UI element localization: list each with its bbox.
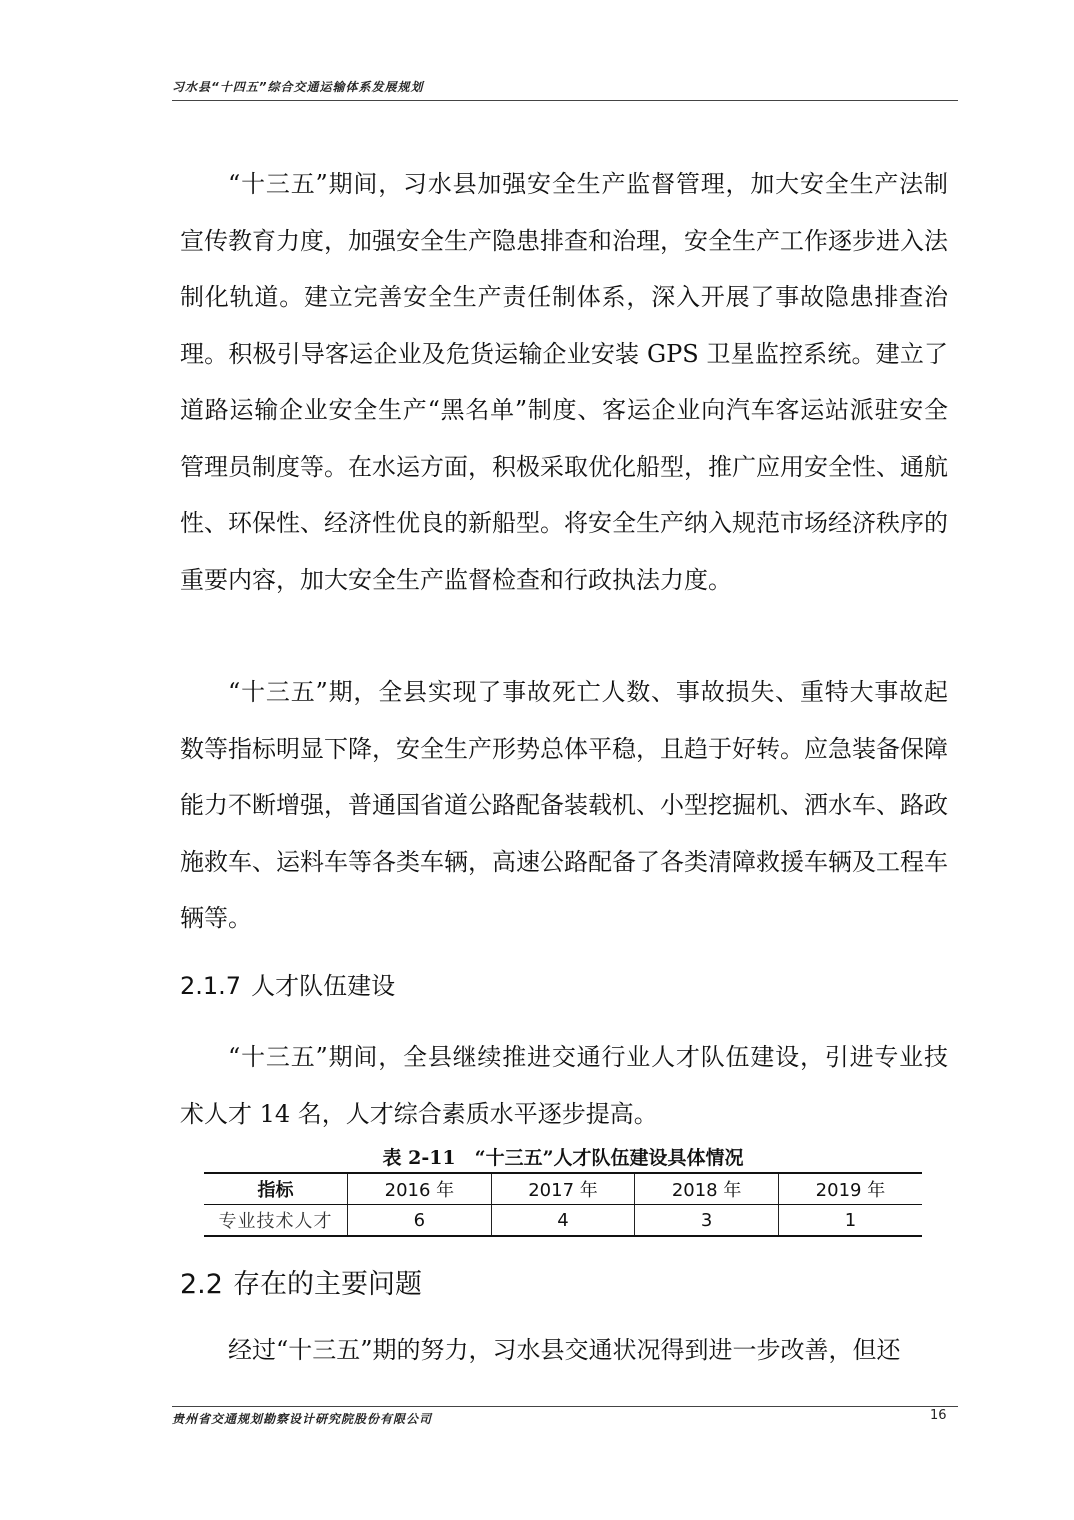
table-cell: 1 [778, 1205, 922, 1237]
section-number: 2.1.7 [180, 972, 242, 1000]
table-header-cell: 2017 年 [491, 1173, 635, 1205]
paragraph-safety-results: “十三五”期，全县实现了事故死亡人数、事故损失、重特大事故起数等指标明显下降，安全生产形势总体平稳，且趋于好转。应急装备保障能力不断增强，普通国省道公路配备装载机、小型挖掘机、洒水车、路政施救车、运料车等各类车辆，高速公路配备了各类清障救援车辆及工程车辆等。 [180, 678, 948, 932]
section-heading-2-2 [180, 1262, 422, 1301]
table-cell: 专业技术人才 [204, 1205, 348, 1237]
footer-divider [172, 1406, 958, 1407]
page-number: 16 [930, 1408, 947, 1423]
section-heading-2-1-7 [180, 966, 395, 1001]
section-number: 2.2 [180, 1269, 223, 1300]
table-cell: 4 [491, 1205, 635, 1237]
table-header-row [204, 1173, 922, 1205]
table-cell: 6 [348, 1205, 492, 1237]
table-header-cell: 2019 年 [778, 1173, 922, 1205]
header-divider [172, 100, 958, 101]
table-row [204, 1205, 922, 1237]
table-header-cell: 2018 年 [635, 1173, 779, 1205]
table-cell: 3 [635, 1205, 779, 1237]
talent-table [204, 1172, 922, 1237]
paragraph-safety-management: “十三五”期间，习水县加强安全生产监督管理，加大安全生产法制宣传教育力度，加强安全生产隐患排查和治理，安全生产工作逐步进入法制化轨道。建立完善安全生产责任制体系，深入开展了事故隐患排查治理。积极引导客运企业及危货运输企业安装 GPS 卫星监控系统。建立了道路运输企业安全生产“黑名单”制度、客运企业向汽车客运站派驻安全管理员制度等。在水运方面，积极采取优化船型，推广应用安全性、通航性、环保性、经济性优良的新船型。将安全生产纳入规范市场经济秩序的重要内容，加大安全生产监督检查和行政执法力度。 [180, 170, 948, 594]
paragraph-talent-team: “十三五”期间，全县继续推进交通行业人才队伍建设，引进专业技术人才 14 名，人才综合素质水平逐步提高。 [180, 1043, 948, 1128]
table-header-cell: 指标 [204, 1173, 348, 1205]
section-title: 人才队伍建设 [251, 972, 396, 1000]
section-title: 存在的主要问题 [232, 1269, 422, 1300]
running-header-title: 习水县“十四五”综合交通运输体系发展规划 [172, 80, 424, 94]
table-header-cell: 2016 年 [348, 1173, 492, 1205]
footer-organization: 贵州省交通规划勘察设计研究院股份有限公司 [172, 1412, 433, 1426]
table-caption: 表 2-11 “十三五”人才队伍建设具体情况 [382, 1147, 744, 1169]
paragraph-problems-intro: 经过“十三五”期的努力，习水县交通状况得到进一步改善，但还 [228, 1336, 901, 1364]
